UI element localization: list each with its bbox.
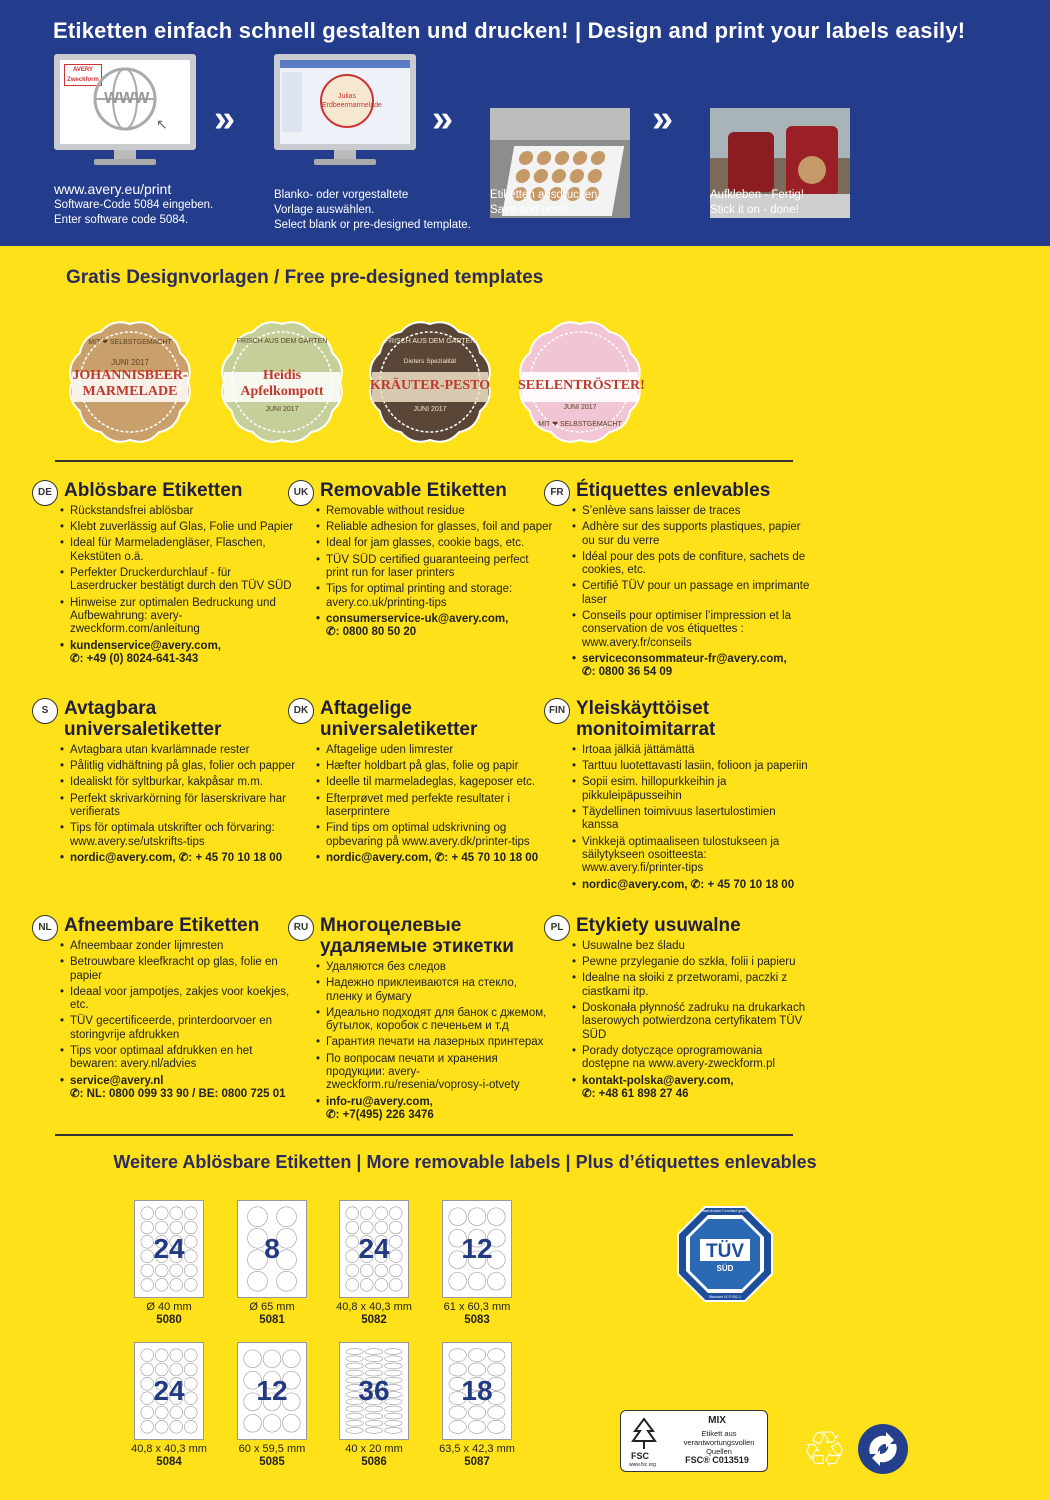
lang-bullet: • Idealiskt för syltburkar, kakpåsar m.m.	[70, 776, 298, 789]
lang-title: Removable Etiketten	[320, 480, 507, 501]
lang-bullet: • Удаляются без следов	[326, 961, 554, 974]
sheet-caption	[114, 1443, 224, 1469]
lang-bullet: • Hæfter holdbart på glas, folie og papir	[326, 760, 554, 773]
template-main-text: SEELENTRÖSTER!	[518, 378, 645, 393]
lang-bullet: • Conseils pour optimiser l’impression et la conservation de vos étiquettes : www.avery.fr/conseils	[582, 610, 810, 650]
label-sheet-5084[interactable]	[134, 1342, 204, 1440]
lang-contact[interactable]: • info-ru@avery.com, ✆: +7(495) 226 3476	[326, 1096, 554, 1123]
lang-code-badge: DE	[32, 480, 58, 506]
lang-bullet: • TÜV SÜD certified guaranteeing perfect print run for laser printers	[326, 554, 554, 581]
template-date: JUNI 2017	[413, 406, 447, 413]
template-date: JUNI 2017	[111, 358, 149, 367]
template-label[interactable]	[64, 316, 196, 448]
step-3-line-1: Etiketten ausdrucken.	[490, 189, 601, 201]
sheet-caption	[319, 1301, 429, 1327]
sheet-code: 5080	[156, 1314, 182, 1326]
step-1-line-2: Software-Code 5084 eingeben.	[54, 199, 214, 211]
lang-bullet: • По вопросам печати и хранения продукции: avery-zweckform.ru/resenia/voprosy-i-otvety	[326, 1053, 554, 1093]
lang-code-badge: UK	[288, 480, 314, 506]
chevron-icon: »	[214, 98, 236, 140]
lang-bullet: • Pålitlig vidhäftning på glas, folier och papper	[70, 760, 298, 773]
sheet-caption	[422, 1301, 532, 1327]
label-sheet-5083[interactable]	[442, 1200, 512, 1298]
lang-bullet: • S’enlève sans laisser de traces	[582, 505, 810, 518]
lang-bullet: • Ideal für Marmeladengläser, Flaschen, Kekstüten o.ä.	[70, 537, 298, 564]
lang-contact[interactable]: • kontakt-polska@avery.com, ✆: +48 61 898 27 46	[582, 1075, 810, 1102]
monitor-icon	[54, 54, 196, 169]
lang-title: Yleiskäyttöiset monitoimitarrat	[576, 698, 716, 740]
lang-contact[interactable]: • consumerservice-uk@avery.com, ✆: 0800 80 50 20	[326, 613, 554, 640]
step-2-line-3: Select blank or pre-designed template.	[274, 219, 471, 231]
lang-title: Многоцелевые удаляемые этикетки	[320, 915, 514, 957]
template-bottom-text: MIT ❤ SELBSTGEMACHT	[538, 421, 622, 428]
tuv-badge	[676, 1205, 774, 1303]
template-label[interactable]	[514, 316, 646, 448]
chevron-icon: »	[652, 98, 674, 140]
cursor-icon: ↖	[156, 116, 168, 132]
lang-bullet: • Hinweise zur optimalen Bedruckung und Aufbewahrung: avery-zweckform.com/anleitung	[70, 597, 298, 637]
sheet-size: 40 x 20 mm	[345, 1443, 403, 1455]
lang-bullet: • Rückstandsfrei ablösbar	[70, 505, 298, 518]
lang-bullet: • Betrouwbare kleefkracht op glas, folie en papier	[70, 956, 298, 983]
lang-bullet: • Tips för optimala utskrifter och förvaring: www.avery.se/utskrifts-tips	[70, 822, 298, 849]
sheet-code: 5083	[464, 1314, 490, 1326]
header-band	[0, 0, 1050, 246]
template-label[interactable]	[364, 316, 496, 448]
lang-title: Avtagbara universaletiketter	[64, 698, 222, 740]
lang-bullet: • Perfekter Druckerdurchlauf - für Laserdrucker bestätigt durch den TÜV SÜD	[70, 567, 298, 594]
sheet-size: Ø 40 mm	[146, 1301, 192, 1313]
sheet-count: 12	[256, 1375, 288, 1406]
tuv-text: TÜV	[706, 1241, 744, 1262]
recycle-icon: ♲	[802, 1422, 847, 1478]
lang-code-badge: FR	[544, 480, 570, 506]
label-sheet-5082[interactable]	[339, 1200, 409, 1298]
fsc-badge	[620, 1410, 768, 1472]
lang-bullet: • Tips for optimal printing and storage: avery.co.uk/printing-tips	[326, 583, 554, 610]
fsc-tree-icon	[629, 1417, 659, 1453]
lang-contact[interactable]: • serviceconsommateur-fr@avery.com, ✆: 0800 36 54 09	[582, 653, 810, 680]
lang-title: Étiquettes enlevables	[576, 480, 771, 501]
lang-title: Etykiety usuwalne	[576, 915, 741, 936]
sud-text: SÜD	[716, 1264, 734, 1273]
sheet-size: 40,8 x 40,3 mm	[336, 1301, 412, 1313]
fsc-url: www.fsc.org	[629, 1462, 656, 1468]
sheet-count: 36	[358, 1375, 390, 1406]
divider	[55, 1134, 793, 1136]
tuv-bottom-text: Standard IS-P-002-1	[708, 1295, 742, 1299]
sheet-count: 8	[264, 1233, 280, 1264]
lang-bullet: • Гарантия печати на лазерных принтерах	[326, 1036, 554, 1049]
sheet-count: 24	[153, 1375, 185, 1406]
lang-contact[interactable]: • nordic@avery.com, ✆: + 45 70 10 18 00	[326, 852, 554, 865]
label-sheet-5087[interactable]	[442, 1342, 512, 1440]
lang-bullet: • Find tips om optimal udskrivning og opbevaring på www.avery.dk/printer-tips	[326, 822, 554, 849]
chevron-icon: »	[432, 98, 454, 140]
lang-contact[interactable]: • nordic@avery.com, ✆: + 45 70 10 18 00	[582, 879, 810, 892]
lang-code-badge: DK	[288, 698, 314, 724]
lang-bullet: • Usuwalne bez śladu	[582, 940, 810, 953]
lang-bullet: • Надежно приклеиваются на стекло, пленку и бумагу	[326, 977, 554, 1004]
templates-title: Gratis Designvorlagen / Free pre-designed templates	[66, 267, 544, 288]
sheet-count: 18	[461, 1375, 493, 1406]
lang-bullet: • Идеально подходят для банок с джемом, бутылок, коробок с печеньем и т.д	[326, 1007, 554, 1034]
sheet-count: 24	[358, 1233, 390, 1264]
lang-bullet: • TÜV gecertificeerde, printerdoorvoer en storingvrije afdrukken	[70, 1015, 298, 1042]
label-preview: Julias Erdbeermarmelade	[320, 74, 374, 128]
sheet-caption	[217, 1443, 327, 1469]
lang-contact[interactable]: • nordic@avery.com, ✆: + 45 70 10 18 00	[70, 852, 298, 865]
www-text: WWW	[104, 90, 150, 107]
template-top-text: FRISCH AUS DEM GARTEN	[384, 338, 476, 345]
lang-bullet: • Tarttuu luotettavasti lasiin, folioon ja paperiin	[582, 760, 810, 773]
sheet-code: 5081	[259, 1314, 285, 1326]
sheet-code: 5087	[464, 1456, 490, 1468]
sheet-caption	[422, 1443, 532, 1469]
sheet-caption	[114, 1301, 224, 1327]
step-2-line-1: Blanko- oder vorgestaltete	[274, 189, 409, 201]
template-date: JUNI 2017	[265, 406, 299, 413]
lang-bullet: • Idealne na słoiki z przetworami, paczki z ciastkami itp.	[582, 972, 810, 999]
lang-bullet: • Irtoaa jälkiä jättämättä	[582, 744, 810, 757]
lang-bullet: • Idéal pour des pots de confiture, sachets de cookies, etc.	[582, 551, 810, 578]
lang-code-badge: RU	[288, 915, 314, 941]
label-sheet-5080[interactable]	[134, 1200, 204, 1298]
lang-bullet: • Vinkkejä optimaaliseen tulostukseen ja säilytykseen osoitteesta: www.avery.fi/printer-tips	[582, 836, 810, 876]
fsc-logo-text: FSC	[631, 1451, 649, 1461]
fsc-code: FSC® C013519	[685, 1455, 749, 1465]
lang-bullet: • Avtagbara utan kvarlämnade rester	[70, 744, 298, 757]
sheet-code: 5084	[156, 1456, 182, 1468]
step-1-line-1: www.avery.eu/print	[54, 181, 172, 197]
lang-bullet: • Afneembaar zonder lijmresten	[70, 940, 298, 953]
lang-bullet: • Certifié TÜV pour un passage en imprimante laser	[582, 580, 810, 607]
step-3-line-2: Save and print!	[490, 204, 568, 216]
lang-code-badge: S	[32, 698, 58, 724]
sheet-code: 5082	[361, 1314, 387, 1326]
lang-bullet: • Doskonała płynność zadruku na drukarkach laserowych potwierdzona certyfikatem TÜV SÜD	[582, 1002, 810, 1042]
fsc-mix: MIX	[708, 1415, 726, 1426]
sheet-size: 63,5 x 42,3 mm	[439, 1443, 515, 1455]
lang-bullet: • Aftagelige uden limrester	[326, 744, 554, 757]
lang-code-badge: FIN	[544, 698, 570, 724]
lang-code-badge: NL	[32, 915, 58, 941]
label-sheet-5086[interactable]	[339, 1342, 409, 1440]
more-labels-title: Weitere Ablösbare Etiketten | More removable labels | Plus d’étiquettes enlevables	[113, 1152, 817, 1172]
step-4-line-1: Aufkleben - Fertig!	[710, 189, 804, 201]
lang-bullet: • Täydellinen toimivuus lasertulostimien kanssa	[582, 806, 810, 833]
lang-bullet: • Adhère sur des supports plastiques, papier ou sur du verre	[582, 521, 810, 548]
template-sub-text: Dieters Spezialität	[403, 358, 457, 365]
lang-bullet: • Ideal for jam glasses, cookie bags, etc.	[326, 537, 554, 550]
template-main-text: JOHANNISBEER- MARMELADE	[72, 368, 188, 399]
lang-bullet: • Sopii esim. hillopurkkeihin ja pikkuleipäpusseihin	[582, 776, 810, 803]
label-sheet-5081[interactable]	[237, 1200, 307, 1298]
divider	[55, 460, 793, 462]
step-2-line-2: Vorlage auswählen.	[274, 204, 375, 216]
sheet-size: 40,8 x 40,3 mm	[131, 1443, 207, 1455]
lang-bullet: • Ideaal voor jampotjes, zakjes voor koekjes, etc.	[70, 986, 298, 1013]
step-1-line-3: Enter software code 5084.	[54, 214, 189, 226]
sheet-count: 12	[461, 1233, 493, 1264]
tuv-top-text: Laserdrucker Durchlauf geprüft	[700, 1209, 750, 1213]
monitor-icon	[274, 54, 416, 169]
lang-code-badge: PL	[544, 915, 570, 941]
header-title: Etiketten einfach schnell gestalten und drucken! | Design and print your labels easily!	[53, 18, 966, 43]
sheet-size: Ø 65 mm	[249, 1301, 295, 1313]
sheet-count: 24	[153, 1233, 185, 1264]
lang-contact[interactable]: • kundenservice@avery.com, ✆: +49 (0) 8024-641-343	[70, 640, 298, 667]
template-main-text: KRÄUTER-PESTO	[369, 378, 491, 393]
template-main-text: Heidis Apfelkompott	[240, 368, 324, 399]
avery-logo: AVERY Zweckform	[64, 64, 102, 86]
sheet-caption	[217, 1301, 327, 1327]
sheet-code: 5085	[259, 1456, 285, 1468]
lang-title: Aftagelige universaletiketter	[320, 698, 478, 740]
sheet-code: 5086	[361, 1456, 387, 1468]
green-dot-icon	[858, 1424, 908, 1474]
label-sheet-5085[interactable]	[237, 1342, 307, 1440]
fsc-text: Etikett aus verantwortungsvollen Quellen	[683, 1429, 755, 1456]
lang-bullet: • Removable without residue	[326, 505, 554, 518]
lang-title: Afneembare Etiketten	[64, 915, 260, 936]
lang-contact[interactable]: • service@avery.nl ✆: NL: 0800 099 33 90 / BE: 0800 725 01	[70, 1075, 298, 1102]
template-label[interactable]	[216, 316, 348, 448]
sheet-size: 61 x 60,3 mm	[443, 1301, 511, 1313]
sheet-caption	[319, 1443, 429, 1469]
lang-bullet: • Klebt zuverlässig auf Glas, Folie und Papier	[70, 521, 298, 534]
lang-title: Ablösbare Etiketten	[64, 480, 243, 501]
lang-bullet: • Ideelle til marmeladeglas, kageposer etc.	[326, 776, 554, 789]
lang-bullet: • Reliable adhesion for glasses, foil and paper	[326, 521, 554, 534]
sheet-size: 60 x 59,5 mm	[238, 1443, 306, 1455]
template-top-text: MIT ❤ SELBSTGEMACHT	[88, 339, 172, 346]
template-date: JUNI 2017	[563, 404, 597, 411]
lang-bullet: • Efterprøvet med perfekte resultater i laserprintere	[326, 793, 554, 820]
lang-bullet: • Tips voor optimaal afdrukken en het bewaren: avery.nl/advies	[70, 1045, 298, 1072]
lang-bullet: • Porady dotyczące oprogramowania dostępne na www.avery-zweckform.pl	[582, 1045, 810, 1072]
step-4-line-2: Stick it on - done!	[710, 204, 799, 216]
lang-bullet: • Perfekt skrivarkörning för laserskrivare har verifierats	[70, 793, 298, 820]
template-top-text: FRISCH AUS DEM GARTEN	[236, 338, 328, 345]
lang-bullet: • Pewne przyleganie do szkła, folii i papieru	[582, 956, 810, 969]
